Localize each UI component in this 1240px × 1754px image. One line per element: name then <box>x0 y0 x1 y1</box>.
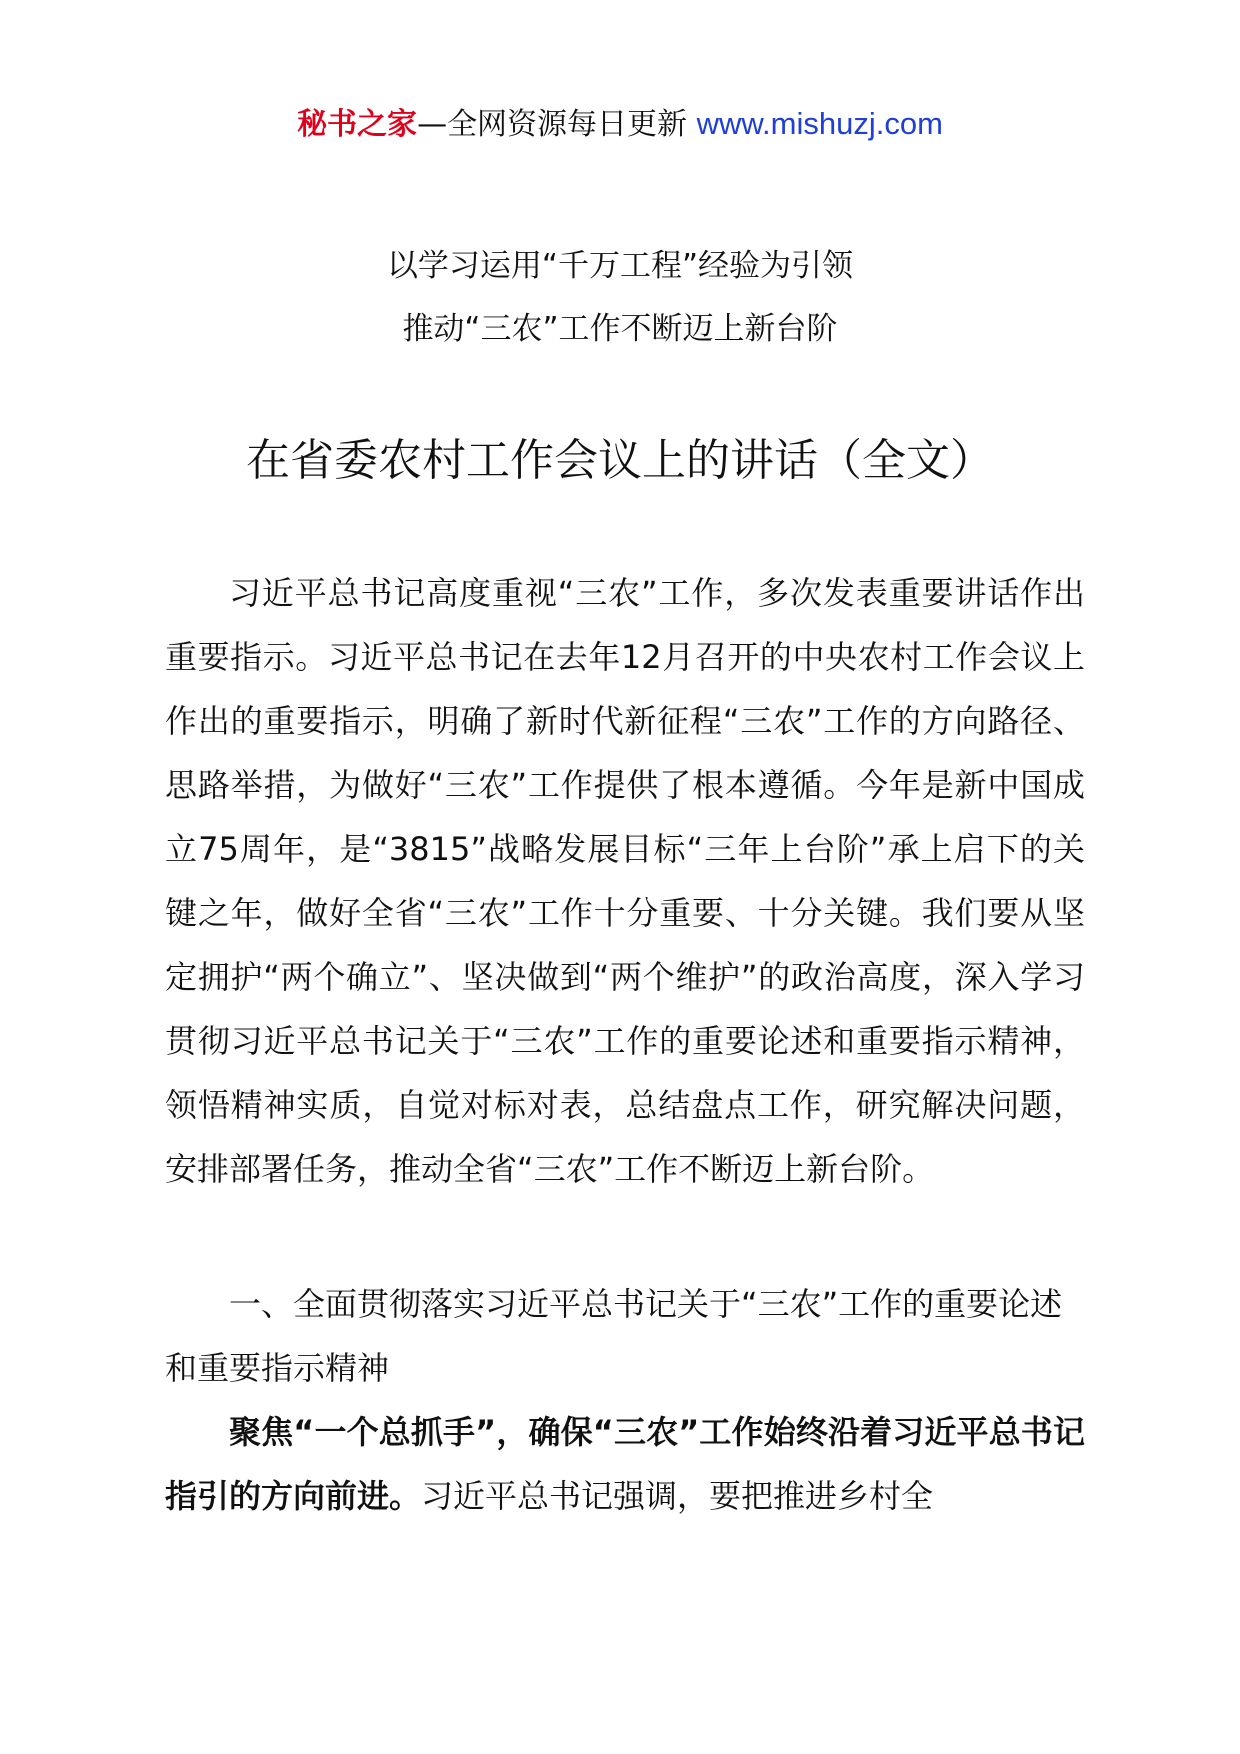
subtitle-line-1: 以学习运用“千万工程”经验为引领 <box>386 248 854 284</box>
site-tagline: —全网资源每日更新 <box>417 107 688 142</box>
brand-name: 秘书之家 <box>297 107 418 142</box>
section-heading-1: 一、全面贯彻落实习近平总书记关于“三农”工作的重要论述和重要指示精神 <box>165 1285 1063 1387</box>
subtitle-line-2: 推动“三农”工作不断迈上新台阶 <box>402 311 838 347</box>
paragraph-2-text: 习近平总书记强调，要把推进乡村全 <box>421 1477 934 1515</box>
paragraph-2-lead: 聚焦“一个总抓手”，确保“三农”工作始终沿着习近平总书记指引的方向前进。 <box>165 1413 1085 1515</box>
body-paragraph-1: 习近平总书记高度重视“三农”工作，多次发表重要讲话作出重要指示。习近平总书记在去年12月召开的中央农村工作会议上作出的重要指示，明确了新时代新征程“三农”工作的方向路径、思路举措，为做好“三农”工作提供了根本遵循。今年是新中国成立75周年，是“3815”战略发展目标“三年上台阶”承上启下的关键之年，做好全省“三农”工作十分重要、十分关键。我们要从坚定拥护“两个确立”、坚决做到“两个维护”的政治高度，深入学习贯彻习近平总书记关于“三农”工作的重要论述和重要指示精神，领悟精神实质，自觉对标对表，总结盘点工作，研究解决问题，安排部署任务，推动全省“三农”工作不断迈上新台阶。 <box>165 574 1085 1188</box>
document-title: 在省委农村工作会议上的讲话（全文） <box>246 435 994 486</box>
site-header <box>0 104 1240 145</box>
body-paragraph-2 <box>165 1400 1085 1528</box>
site-url-link[interactable]: www.mishuzj.com <box>696 106 943 141</box>
